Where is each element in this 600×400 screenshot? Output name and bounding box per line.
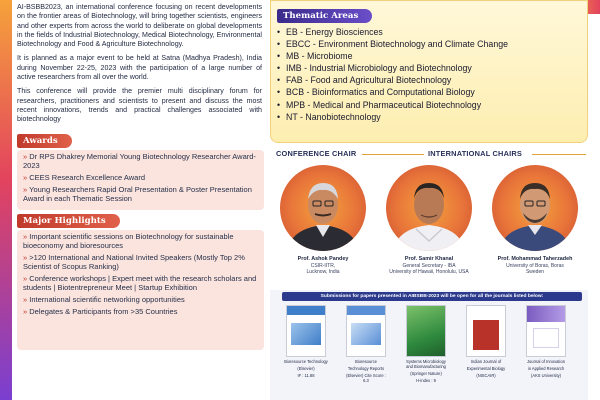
highlight-item bbox=[23, 274, 259, 292]
journal-cover-band bbox=[287, 306, 325, 315]
bullet-icon: » bbox=[23, 172, 30, 182]
journal-cover bbox=[406, 305, 446, 357]
thematic-heading: Thematic Areas bbox=[277, 9, 372, 23]
chair-affiliation: CSIR-IITR, bbox=[310, 262, 336, 269]
journal-card bbox=[464, 305, 508, 378]
divider bbox=[362, 154, 424, 155]
journal-caption: Journal of Innovation bbox=[526, 359, 565, 364]
chair-card bbox=[486, 165, 584, 275]
person-portrait-icon bbox=[386, 165, 472, 251]
thematic-item bbox=[277, 111, 587, 123]
journal-card bbox=[524, 305, 568, 378]
thematic-text: EBCC - Environment Biotechnology and Climate Change bbox=[286, 39, 508, 50]
highlight-text: International scientific networking opportunities bbox=[29, 295, 185, 305]
thematic-item bbox=[277, 99, 587, 111]
bullet-icon: » bbox=[23, 151, 30, 161]
highlight-item bbox=[23, 295, 259, 304]
award-text: CEES Research Excellence Award bbox=[29, 172, 146, 182]
journals-banner: Submissions for papers presented in AIBSBB-2023 will be open for all the journals listed below: bbox=[282, 292, 582, 301]
chair-card bbox=[274, 165, 372, 275]
chair-location: Sweden bbox=[525, 268, 545, 275]
journal-cover bbox=[286, 305, 326, 357]
journal-caption: Bioresource Technology bbox=[284, 359, 328, 364]
chair-location: University of Hawaii, Honolulu, USA bbox=[389, 268, 469, 275]
journal-caption: IF : 11.88 bbox=[297, 373, 315, 378]
intro-paragraph-3: This conference will provide the premier multi disciplinary forum for researchers, practitioners and scientists to present and discuss the most recent innovations, trends and practical challenges associated with biotechnology bbox=[17, 87, 262, 124]
bullet-icon: • bbox=[277, 63, 281, 74]
thematic-text: IMB - Industrial Microbiology and Biotechnology bbox=[286, 63, 472, 74]
bullet-icon: • bbox=[277, 51, 281, 62]
journal-cover bbox=[346, 305, 386, 357]
journal-cover-band bbox=[467, 306, 505, 318]
chair-affiliation: General Secretary - IBA bbox=[402, 262, 456, 269]
chair-name: Prof. Samir Khanal bbox=[404, 256, 454, 262]
intro-paragraph-2: It is planned as a major event to be held at Satna (Madhya Pradesh), India during November 22-25, 2023 with the participation of a large number of active researchers from all over the world. bbox=[17, 54, 262, 82]
journal-caption: Bioresource bbox=[355, 359, 377, 364]
thematic-item bbox=[277, 50, 587, 62]
journal-cover-art bbox=[291, 323, 321, 345]
highlights-heading: Major Highlights bbox=[17, 214, 120, 228]
journal-caption: (Springer Nature) bbox=[410, 371, 442, 376]
thematic-item bbox=[277, 38, 587, 50]
chair-card bbox=[380, 165, 478, 275]
award-text: Young Researchers Rapid Oral Presentation & Poster Presentation Award in each Thematic Session bbox=[23, 185, 252, 204]
person-portrait-icon bbox=[492, 165, 578, 251]
bullet-icon: » bbox=[23, 252, 30, 262]
journal-card bbox=[284, 305, 328, 378]
journal-card bbox=[404, 305, 448, 383]
thematic-text: FAB - Food and Agricultural Biotechnology bbox=[286, 75, 452, 86]
award-item bbox=[23, 152, 259, 170]
thematic-areas-panel bbox=[270, 0, 588, 143]
bullet-icon: • bbox=[277, 75, 281, 86]
journal-caption: (Elsevier) Cite Score : 6.3 bbox=[346, 373, 386, 383]
international-chairs-heading: INTERNATIONAL CHAIRS bbox=[428, 149, 523, 158]
highlights-list bbox=[17, 230, 264, 350]
bullet-icon: • bbox=[277, 87, 281, 98]
bullet-icon: » bbox=[23, 185, 30, 195]
journal-caption: Technology Reports bbox=[347, 366, 385, 371]
thematic-text: MPB - Medical and Pharmaceutical Biotechnology bbox=[286, 99, 482, 110]
award-text: Dr RPS Dhakrey Memorial Young Biotechnology Researcher Award-2023 bbox=[23, 151, 256, 170]
thematic-text: MB - Microbiome bbox=[286, 51, 353, 62]
award-item bbox=[23, 185, 259, 203]
intro-paragraph-1: AI-BSBB2023, an international conference focusing on recent developments on the frontier areas of Biotechnology, will bring together scientists, engineers and other experts from across the world to deliberate on global developments in the fields of Industrial Biotechnology, Medical Biotechnology, Environmental Biotechnology and Food & Agriculture Biotechnology. bbox=[17, 3, 262, 49]
thematic-item bbox=[277, 86, 587, 98]
journal-cover-band bbox=[527, 306, 565, 322]
thematic-item bbox=[277, 74, 587, 86]
chair-affiliation: University of Boras, Boras bbox=[506, 262, 564, 269]
left-column bbox=[14, 0, 266, 400]
highlight-item bbox=[23, 232, 259, 250]
bullet-icon: • bbox=[277, 27, 281, 37]
thematic-text: BCB - Bioinformatics and Computational Biology bbox=[286, 87, 475, 98]
journal-caption: Experimental Biology bbox=[466, 366, 506, 371]
chair-photo bbox=[386, 165, 472, 251]
chair-name: Prof. Ashok Pandey bbox=[297, 256, 349, 262]
highlight-text: Delegates & Participants from >35 Countries bbox=[29, 307, 178, 317]
award-item bbox=[23, 173, 259, 182]
awards-heading: Awards bbox=[17, 134, 72, 148]
bullet-icon: » bbox=[23, 307, 30, 317]
highlight-text: Conference workshops | Expert meet with the research scholars and students | Biotentrepreneur Meet | Startup Exhibition bbox=[23, 273, 257, 293]
thematic-text: NT - Nanobiotechnology bbox=[286, 111, 381, 122]
highlight-text: >120 International and National Invited Speakers (Mostly Top 2% Scientist of Scopus Ranking) bbox=[23, 252, 245, 271]
journal-caption: Systems Microbiology and Biomanufacturing bbox=[406, 359, 446, 369]
journal-cover bbox=[466, 305, 506, 357]
thematic-item bbox=[277, 26, 587, 38]
right-column bbox=[270, 0, 588, 400]
journal-caption: (AKS University) bbox=[530, 373, 562, 378]
journal-cover-art bbox=[473, 320, 499, 350]
journal-cover-art bbox=[533, 328, 559, 348]
divider bbox=[532, 154, 586, 155]
intro-text bbox=[14, 0, 266, 125]
person-portrait-icon bbox=[280, 165, 366, 251]
highlight-item bbox=[23, 307, 259, 316]
bullet-icon: • bbox=[277, 99, 281, 110]
bullet-icon: • bbox=[277, 111, 281, 122]
highlight-text: Important scientific sessions on Biotechnology for sustainable bioeconomy and bioresources bbox=[23, 231, 234, 250]
awards-list bbox=[17, 150, 264, 210]
bullet-icon: » bbox=[23, 273, 30, 283]
bullet-icon: » bbox=[23, 231, 30, 241]
journal-cover-band bbox=[347, 306, 385, 315]
conference-chair-heading: CONFERENCE CHAIR bbox=[276, 149, 357, 158]
chair-photo bbox=[492, 165, 578, 251]
thematic-list bbox=[271, 23, 587, 123]
journal-caption: in Applied Research bbox=[527, 366, 565, 371]
highlight-item bbox=[23, 253, 259, 271]
bullet-icon: • bbox=[277, 39, 281, 50]
bullet-icon: » bbox=[23, 295, 30, 305]
thematic-text: EB - Energy Biosciences bbox=[286, 27, 383, 37]
journal-caption: (NISCAIR) bbox=[476, 373, 496, 378]
journal-cover-art bbox=[351, 323, 381, 345]
journal-cover bbox=[526, 305, 566, 357]
chair-name: Prof. Mohammad Taherzadeh bbox=[497, 256, 573, 262]
chair-photo bbox=[280, 165, 366, 251]
thematic-item bbox=[277, 62, 587, 74]
journal-card bbox=[344, 305, 388, 383]
chair-location: Lucknow, India bbox=[306, 268, 340, 275]
decorative-left-strip bbox=[0, 0, 12, 400]
journal-cover-art bbox=[407, 306, 445, 357]
journal-caption: Indian Journal of bbox=[470, 359, 502, 364]
journal-caption: H-index : 9 bbox=[416, 378, 436, 383]
journal-caption: (Elsevier) bbox=[297, 366, 315, 371]
